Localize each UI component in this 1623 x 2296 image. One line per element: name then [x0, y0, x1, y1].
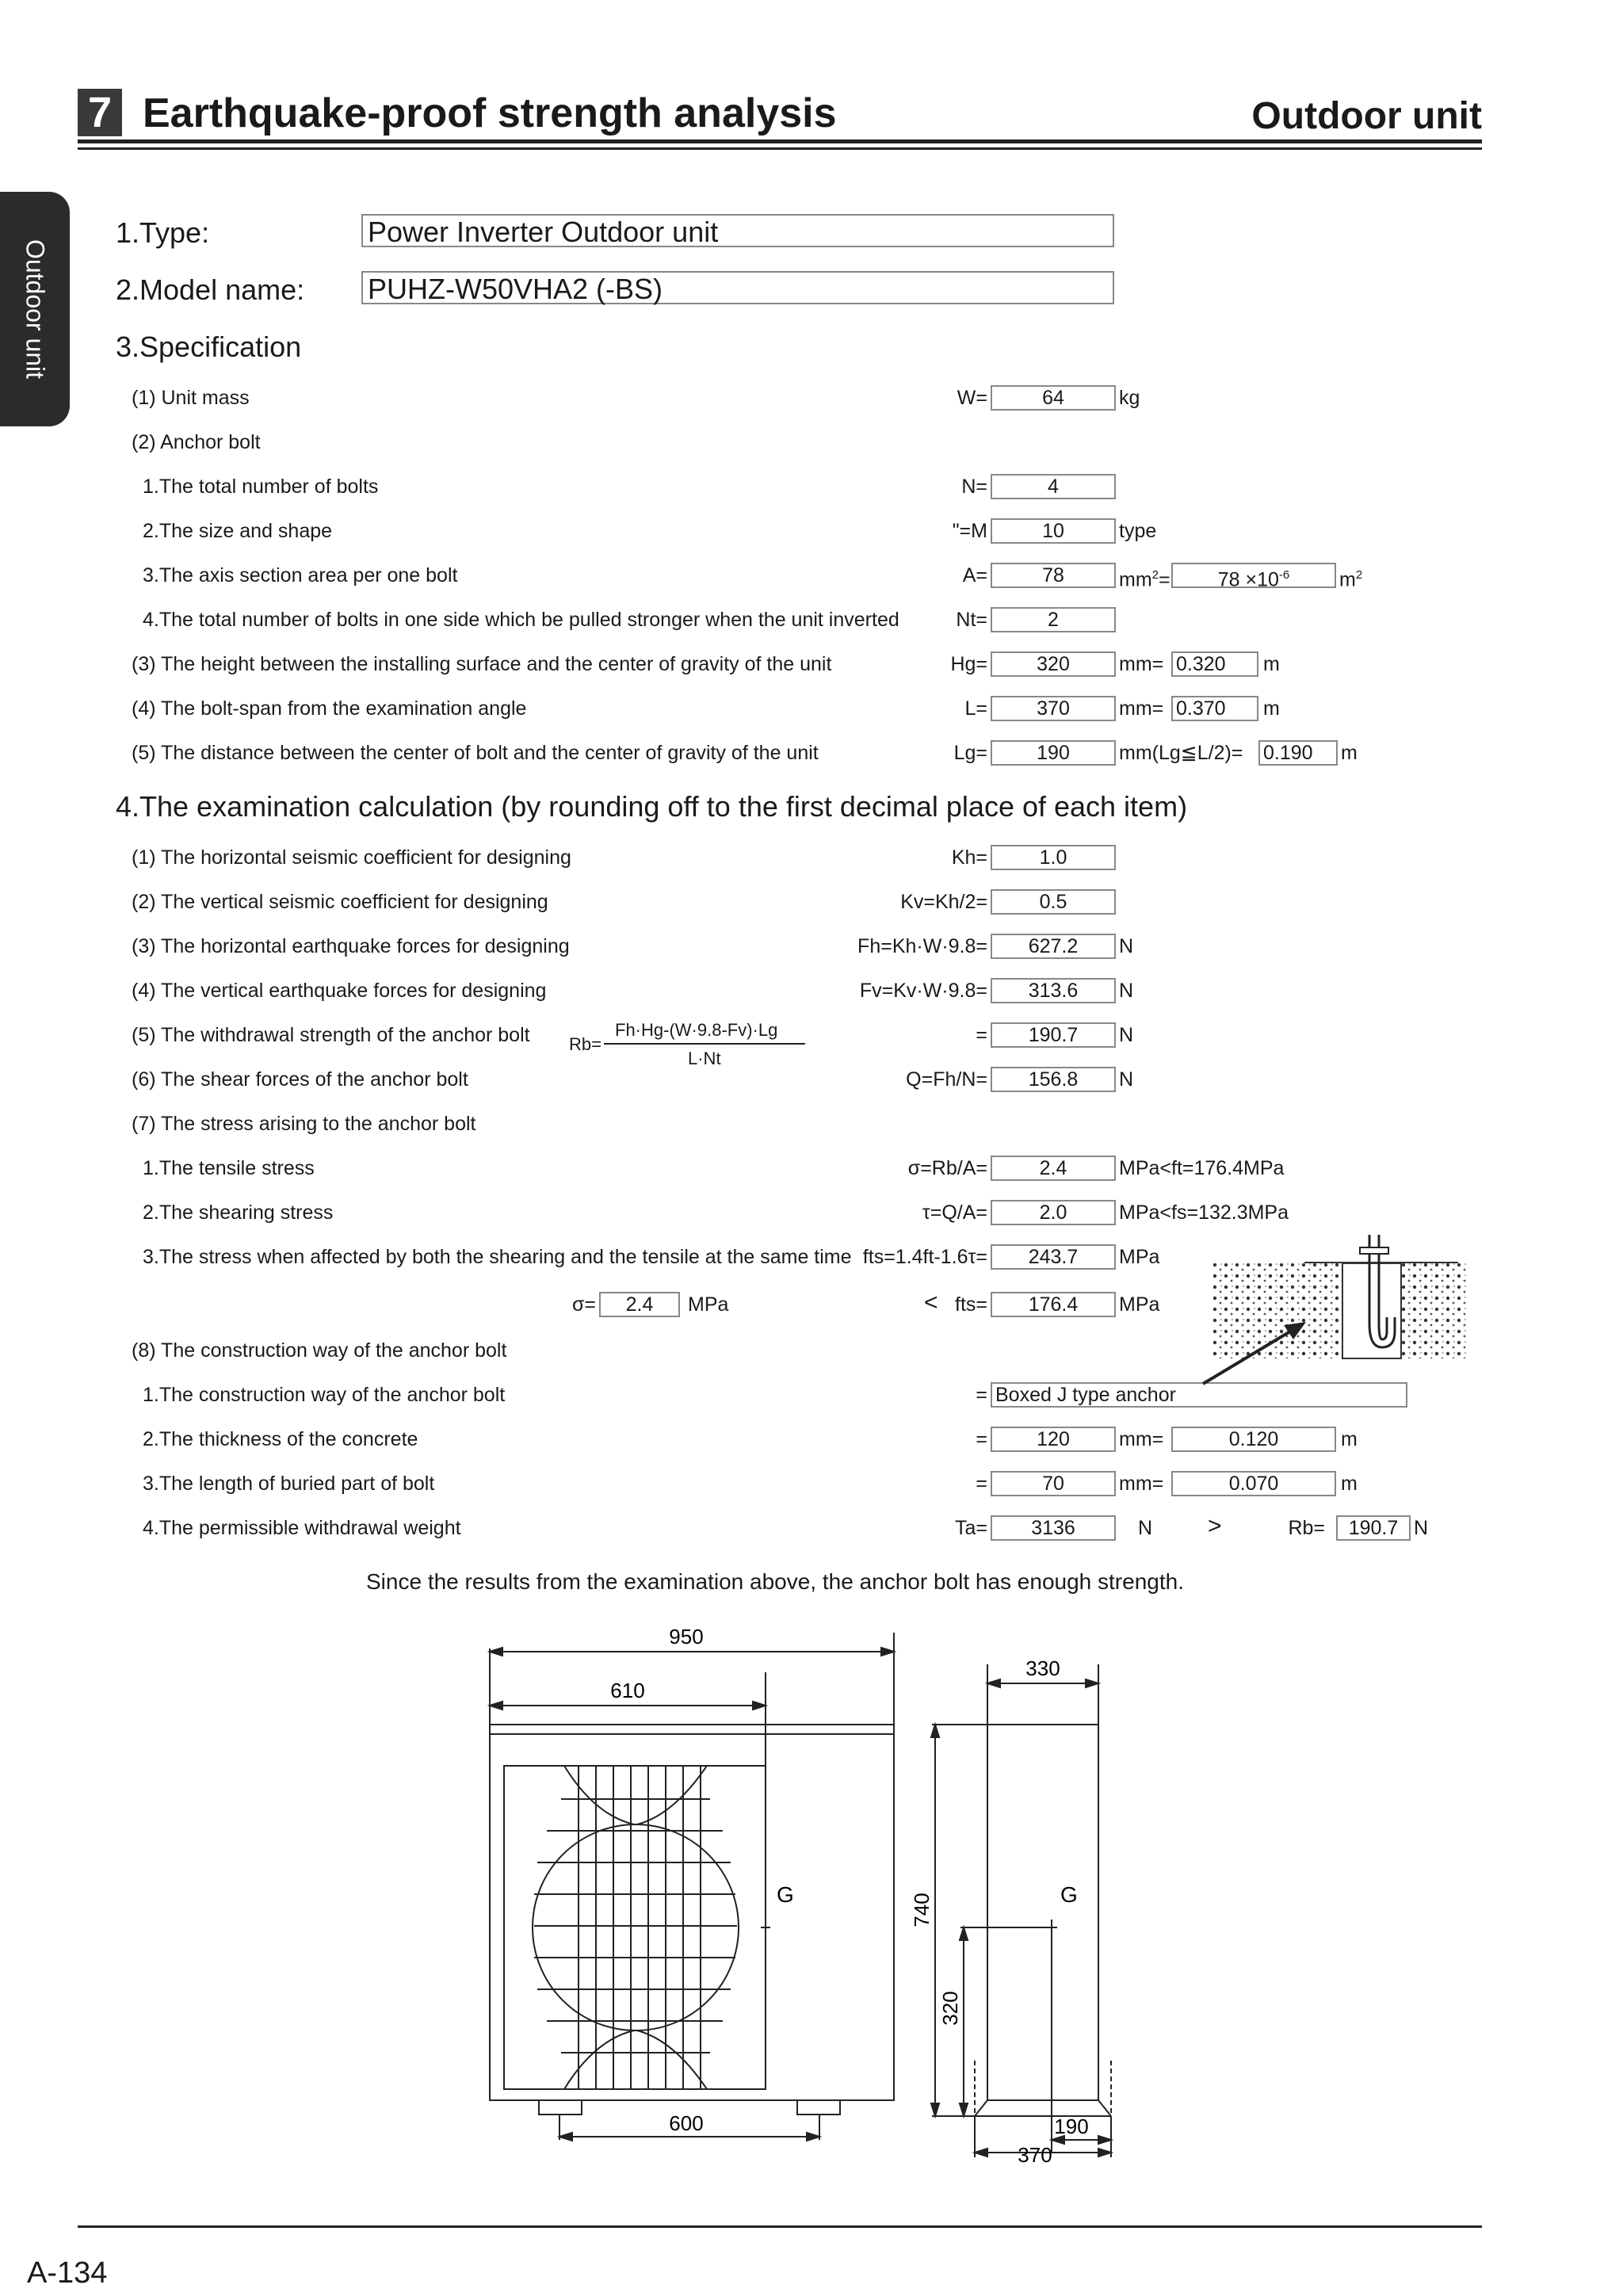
rb-label: (5) The withdrawal strength of the anchor bolt — [132, 1024, 530, 1046]
axis-area-symbol: A= — [962, 564, 987, 586]
rb-value: 190.7 — [991, 1022, 1116, 1048]
front-fan-panel — [504, 1766, 766, 2089]
bolts-side-value: 2 — [991, 607, 1116, 632]
fv-symbol: Fv=Kv·W·9.8= — [859, 980, 987, 1002]
span-symbol: L= — [964, 697, 987, 720]
dim-320: 320 — [938, 1991, 962, 2026]
construction-value: Boxed J type anchor — [991, 1382, 1407, 1408]
height-value-m: 0.320 — [1171, 651, 1258, 677]
kv-value: 0.5 — [991, 889, 1116, 915]
axis-area-unit-m2: $m^2$ — [1339, 568, 1363, 591]
bolts-side-label: 4.The total number of bolts in one side which be pulled stronger when the unit inverted — [143, 609, 899, 631]
unit-mass-symbol: W= — [957, 387, 987, 409]
permissible-unit: N — [1138, 1517, 1153, 1539]
g-marker-side: G — [1060, 1882, 1078, 1907]
height-unit: mm= — [1119, 653, 1164, 675]
permissible-value: 3136 — [991, 1515, 1116, 1541]
span-unit-m: m — [1263, 697, 1280, 720]
thickness-symbol: = — [976, 1428, 987, 1450]
distance-unit-m: m — [1341, 742, 1358, 764]
model-value: PUHZ-W50VHA2 (-BS) — [361, 271, 1114, 304]
kv-symbol: Kv=Kh/2= — [900, 891, 987, 913]
header-rule — [78, 139, 1482, 143]
conclusion-text: Since the results from the examination above, the anchor bolt has enough strength. — [366, 1569, 1184, 1594]
tensile-unit: MPa<ft=176.4MPa — [1119, 1157, 1285, 1179]
fts-unit: MPa — [1119, 1293, 1160, 1316]
illustration-arrow — [1189, 1308, 1316, 1395]
g-marker-front: G — [777, 1882, 794, 1907]
kv-label: (2) The vertical seismic coefficient for designing — [132, 891, 548, 913]
rb-symbol: = — [976, 1024, 987, 1046]
combined-label: 3.The stress when affected by both the shearing and the tensile at the same time — [143, 1246, 852, 1268]
tensile-label: 1.The tensile stress — [143, 1157, 315, 1179]
footer-rule — [78, 2225, 1482, 2228]
size-shape-symbol: "=M — [952, 520, 987, 542]
unit-mass-unit: kg — [1119, 387, 1140, 409]
rb-compare-symbol: Rb= — [1288, 1517, 1325, 1539]
front-foot-right — [797, 2100, 840, 2115]
buried-label: 3.The length of buried part of bolt — [143, 1473, 435, 1495]
thickness-value: 120 — [991, 1427, 1116, 1452]
bolts-side-symbol: Nt= — [956, 609, 987, 631]
fan-guard-circle — [533, 1824, 739, 2030]
sigma-unit: MPa — [688, 1293, 729, 1316]
front-foot-left — [539, 2100, 582, 2115]
span-value: 370 — [991, 696, 1116, 721]
buried-value: 70 — [991, 1471, 1116, 1496]
fan-grille — [534, 1766, 737, 2089]
sigma-less-than: < — [924, 1289, 938, 1316]
buried-value-m: 0.070 — [1171, 1471, 1336, 1496]
axis-area-value-m2: $78 \times 10^{-6}$ — [1171, 563, 1336, 588]
shearing-symbol: τ=Q/A= — [922, 1201, 987, 1224]
q-symbol: Q=Fh/N= — [906, 1068, 987, 1091]
dim-600: 600 — [669, 2111, 704, 2135]
rb-formula-prefix: Rb= — [569, 1034, 601, 1054]
span-unit: mm= — [1119, 697, 1164, 720]
section-title-right: Outdoor unit — [1251, 95, 1482, 137]
axis-area-label: 3.The axis section area per one bolt — [143, 564, 458, 586]
axis-area-value: 78 — [991, 563, 1116, 588]
combined-symbol: fts=1.4ft-1.6τ= — [862, 1246, 987, 1268]
thickness-label: 2.The thickness of the concrete — [143, 1428, 418, 1450]
dim-190: 190 — [1054, 2115, 1089, 2138]
construction-title: (8) The construction way of the anchor bolt — [132, 1339, 507, 1362]
combined-unit: MPa — [1119, 1246, 1160, 1268]
dim-950: 950 — [669, 1625, 704, 1648]
sigma-value: 2.4 — [599, 1292, 680, 1317]
side-unit-body — [987, 1725, 1098, 2100]
tensile-symbol: σ=Rb/A= — [907, 1157, 987, 1179]
dim-610: 610 — [610, 1679, 645, 1702]
size-shape-unit: type — [1119, 520, 1157, 542]
size-shape-value: 10 — [991, 518, 1116, 544]
fv-label: (4) The vertical earthquake forces for designing — [132, 980, 547, 1002]
fh-unit: N — [1119, 935, 1134, 957]
fts-value: 176.4 — [991, 1292, 1116, 1317]
fv-unit: N — [1119, 980, 1134, 1002]
distance-unit: mm(Lg≦L/2)= — [1119, 742, 1243, 764]
rb-compare-unit: N — [1414, 1517, 1429, 1539]
permissible-label: 4.The permissible withdrawal weight — [143, 1517, 461, 1539]
page-number: A-134 — [27, 2256, 108, 2290]
combined-value: 243.7 — [991, 1244, 1116, 1270]
fts-symbol: fts= — [955, 1293, 987, 1316]
side-tab — [0, 192, 70, 426]
fh-value: 627.2 — [991, 934, 1116, 959]
unit-mass-value: 64 — [991, 385, 1116, 411]
fv-value: 313.6 — [991, 978, 1116, 1003]
rb-fraction-bar — [604, 1043, 805, 1045]
total-bolts-symbol: N= — [961, 476, 987, 498]
size-shape-label: 2.The size and shape — [143, 520, 333, 542]
fh-symbol: Fh=Kh·W·9.8= — [857, 935, 987, 957]
shearing-label: 2.The shearing stress — [143, 1201, 334, 1224]
q-value: 156.8 — [991, 1067, 1116, 1092]
buried-symbol: = — [976, 1473, 987, 1495]
distance-symbol: Lg= — [953, 742, 987, 764]
distance-value: 190 — [991, 740, 1116, 766]
sigma-symbol: σ= — [571, 1293, 596, 1316]
permissible-symbol: Ta= — [954, 1517, 987, 1539]
rb-compare-value: 190.7 — [1336, 1515, 1411, 1541]
span-label: (4) The bolt-span from the examination angle — [132, 697, 527, 720]
exam-title: 4.The examination calculation (by rounding off to the first decimal place of each item) — [116, 790, 1188, 823]
outdoor-unit-drawing — [475, 1617, 1125, 2164]
side-tab-label: Outdoor unit — [21, 239, 50, 380]
rb-formula-denominator: L·Nt — [688, 1049, 721, 1068]
distance-value-m: 0.190 — [1258, 740, 1338, 766]
bolt-nut — [1360, 1247, 1388, 1254]
height-label: (3) The height between the installing surface and the center of gravity of the unit — [132, 653, 832, 675]
dim-370: 370 — [1018, 2143, 1052, 2164]
shearing-unit: MPa<fs=132.3MPa — [1119, 1201, 1289, 1224]
buried-unit-m: m — [1341, 1473, 1358, 1495]
kh-symbol: Kh= — [951, 846, 987, 869]
page-title: Earthquake-proof strength analysis — [143, 90, 837, 136]
rb-unit: N — [1119, 1024, 1134, 1046]
q-unit: N — [1119, 1068, 1134, 1091]
kh-value: 1.0 — [991, 845, 1116, 870]
unit-mass-label: (1) Unit mass — [132, 387, 250, 409]
height-symbol: Hg= — [950, 653, 987, 675]
model-label: 2.Model name: — [116, 273, 305, 306]
front-unit-body — [490, 1725, 894, 2100]
thickness-unit-m: m — [1341, 1428, 1358, 1450]
total-bolts-label: 1.The total number of bolts — [143, 476, 379, 498]
q-label: (6) The shear forces of the anchor bolt — [132, 1068, 468, 1091]
type-label: 1.Type: — [116, 216, 210, 249]
buried-unit: mm= — [1119, 1473, 1164, 1495]
type-value: Power Inverter Outdoor unit — [361, 214, 1114, 247]
spec-title: 3.Specification — [116, 330, 302, 363]
section-number-badge: 7 — [78, 89, 122, 136]
span-value-m: 0.370 — [1171, 696, 1258, 721]
permissible-greater-than: > — [1208, 1513, 1222, 1539]
shearing-value: 2.0 — [991, 1200, 1116, 1225]
thickness-value-m: 0.120 — [1171, 1427, 1336, 1452]
height-unit-m: m — [1263, 653, 1280, 675]
dim-740: 740 — [910, 1893, 934, 1927]
total-bolts-value: 4 — [991, 474, 1116, 499]
distance-label: (5) The distance between the center of bolt and the center of gravity of the unit — [132, 742, 819, 764]
header-rule-thin — [78, 147, 1482, 150]
fh-label: (3) The horizontal earthquake forces for designing — [132, 935, 570, 957]
rb-formula-numerator: Fh·Hg-(W·9.8-Fv)·Lg — [615, 1020, 778, 1040]
construction-symbol: = — [976, 1384, 987, 1406]
dim-330: 330 — [1025, 1656, 1060, 1680]
kh-label: (1) The horizontal seismic coefficient for designing — [132, 846, 571, 869]
tensile-value: 2.4 — [991, 1156, 1116, 1181]
thickness-unit: mm= — [1119, 1428, 1164, 1450]
axis-area-unit: $mm^2=$ — [1119, 568, 1170, 591]
anchor-bolt-title: (2) Anchor bolt — [132, 431, 261, 453]
stress-title: (7) The stress arising to the anchor bolt — [132, 1113, 476, 1135]
construction-label: 1.The construction way of the anchor bolt — [143, 1384, 506, 1406]
height-value: 320 — [991, 651, 1116, 677]
